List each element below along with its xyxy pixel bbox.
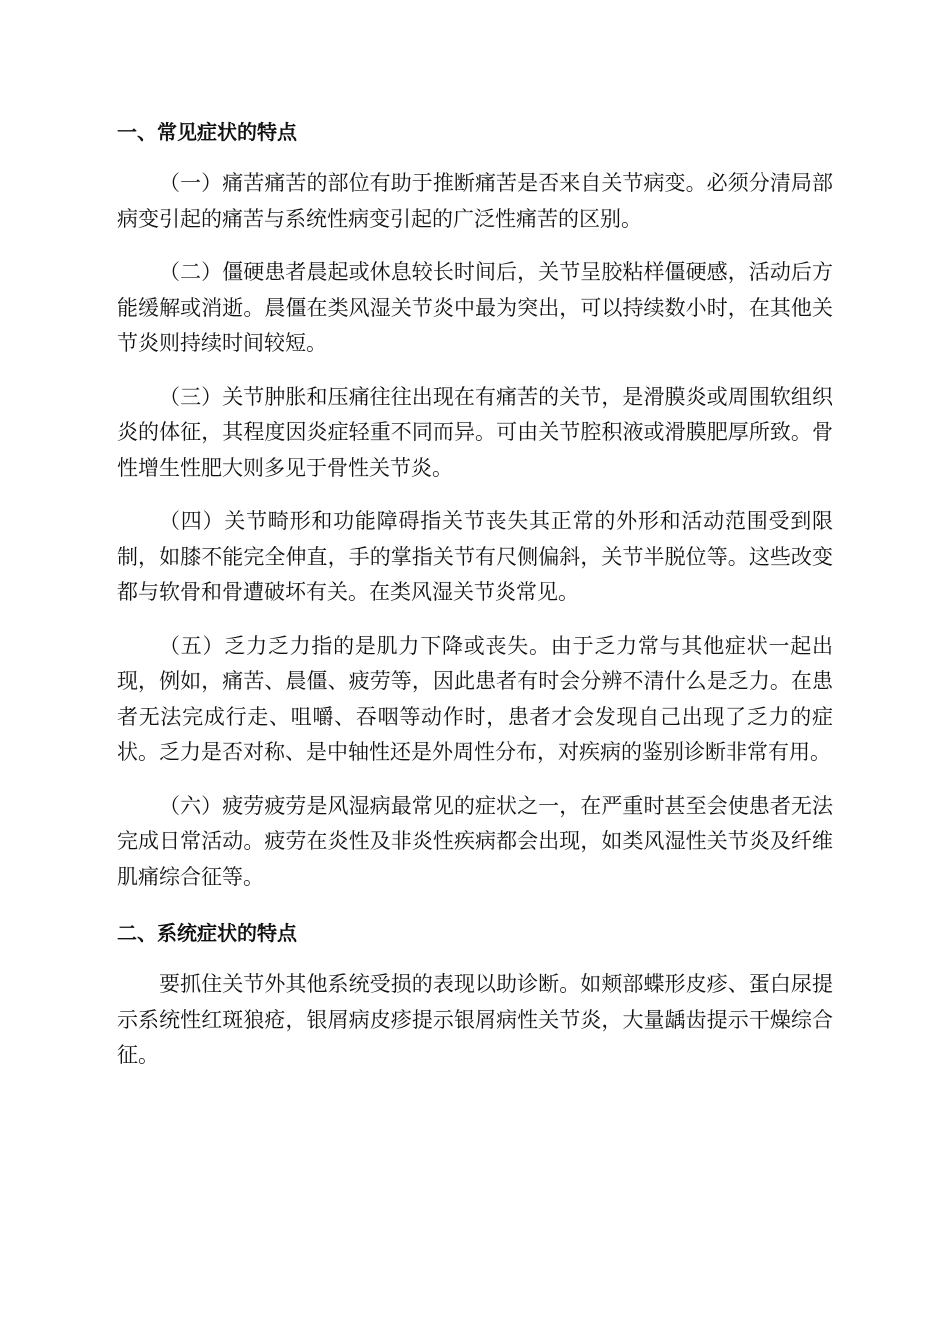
paragraph-pain: （一）痛苦痛苦的部位有助于推断痛苦是否来自关节病变。必须分清局部病变引起的痛苦与系统性病变引起的广泛性痛苦的区别。 [117, 171, 833, 231]
section-heading: 二、系统症状的特点 [117, 921, 297, 945]
paragraph-fatigue: （六）疲劳疲劳是风湿病最常见的症状之一，在严重时甚至会使患者无法完成日常活动。疲劳在炎性及非炎性疾病都会出现，如类风湿性关节炎及纤维肌痛综合征等。 [117, 793, 833, 889]
paragraph-deformity: （四）关节畸形和功能障碍指关节丧失其正常的外形和活动范围受到限制，如膝不能完全伸直，手的掌指关节有尺侧偏斜，关节半脱位等。这些改变都与软骨和骨遭破坏有关。在类风湿关节炎常见。 [117, 509, 833, 604]
section-heading: 一、常见症状的特点 [117, 120, 297, 144]
paragraph-swelling: （三）关节肿胀和压痛往往出现在有痛苦的关节，是滑膜炎或周围软组织炎的体征，其程度因炎症轻重不同而异。可由关节腔积液或滑膜肥厚所致。骨性增生性肥大则多见于骨性关节炎。 [117, 384, 833, 480]
section-common-symptoms [117, 114, 833, 895]
paragraph-stiffness: （二）僵硬患者晨起或休息较长时间后，关节呈胶粘样僵硬感，活动后方能缓解或消逝。晨僵在类风湿关节炎中最为突出，可以持续数小时，在其他关节炎则持续时间较短。 [117, 260, 833, 355]
paragraph-systemic: 要抓住关节外其他系统受损的表现以助诊断。如颊部蝶形皮疹、蛋白尿提示系统性红斑狼疮，银屑病皮疹提示银屑病性关节炎，大量龋齿提示干燥综合征。 [117, 972, 833, 1067]
section-systemic-symptoms [117, 915, 833, 1074]
paragraph-weakness: （五）乏力乏力指的是肌力下降或丧失。由于乏力常与其他症状一起出现，例如，痛苦、晨僵、疲劳等，因此患者有时会分辨不清什么是乏力。在患者无法完成行走、咀嚼、吞咽等动作时，患者才会发现自己出现了乏力的症状。乏力是否对称、是中轴性还是外周性分布，对疾病的鉴别诊断非常有用。 [117, 633, 833, 764]
document-page [117, 114, 833, 1092]
